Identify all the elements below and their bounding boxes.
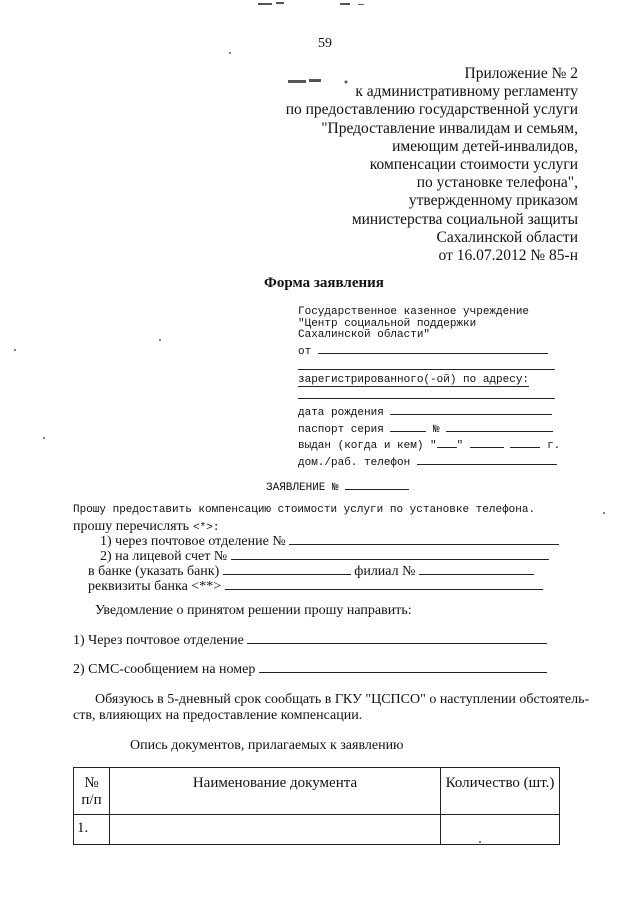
issued-year-field[interactable] (510, 436, 540, 448)
from-field[interactable] (318, 342, 548, 354)
request-line: Прошу предоставить компенсацию стоимости услуги по установке телефона. (73, 504, 536, 516)
issued-year-label: г. (547, 440, 561, 453)
statement-title-text: ЗАЯВЛЕНИЕ № (266, 482, 339, 494)
issued-label: выдан (когда и кем) " (298, 440, 437, 453)
notify-post-field[interactable] (247, 632, 547, 644)
appendix-line: Приложение № 2 (464, 65, 578, 82)
bank-label: в банке (указать банк) (88, 564, 220, 579)
appendix-line: "Предоставление инвалидам и семьям, (321, 119, 578, 137)
birth-date-field[interactable] (390, 403, 552, 415)
bank-field[interactable] (223, 563, 351, 575)
col-number-header (74, 768, 110, 815)
passport-number-sign: № (433, 423, 440, 436)
notify-post (73, 632, 547, 649)
inventory-title: Опись документов, прилагаемых к заявлению (130, 738, 404, 753)
row-number-cell (74, 815, 110, 845)
birth-date-label: дата рождения (298, 407, 384, 420)
issued-quote: " (456, 440, 464, 453)
statement-number-field[interactable] (345, 478, 409, 490)
institution-line: "Центр социальной поддержки (298, 317, 477, 330)
institution-line: Государственное казенное учреждение (298, 306, 530, 318)
col-qty-header-text: Количество (шт.) (445, 775, 555, 791)
passport-series-field[interactable] (390, 420, 426, 432)
post-office-field[interactable] (289, 533, 559, 545)
notify-post-label: 1) Через почтовое отделение (73, 633, 244, 648)
notify-intro: Уведомление о принятом решении прошу направить: (95, 603, 412, 618)
form-title: Форма заявления (264, 275, 384, 291)
statement-title (266, 478, 409, 494)
page-number: 59 (318, 36, 332, 51)
institution-line: Сахалинской области" (298, 329, 431, 342)
passport-number-field[interactable] (446, 420, 553, 432)
obligation-line-1: Обязуюсь в 5-дневный срок сообщать в ГКУ "ЦСПСО" о наступлении обстоятель- (95, 692, 590, 707)
col-name-header-text: Наименование документа (192, 775, 358, 791)
from-field-2[interactable] (298, 358, 555, 370)
row-qty-cell[interactable] (441, 815, 560, 845)
bank-details-field[interactable] (225, 578, 543, 590)
row-number: 1. (77, 820, 89, 836)
col-number-header-line: № (84, 775, 99, 791)
passport-series-label: паспорт серия (298, 423, 384, 436)
issued-month-field[interactable] (470, 436, 504, 448)
transfer-intro-note: <*>: (193, 522, 220, 534)
table-row (74, 815, 560, 845)
branch-label: филиал № (354, 564, 416, 579)
appendix-line: Сахалинской области (436, 228, 578, 246)
branch-field[interactable] (419, 563, 534, 575)
appendix-line: министерства социальной защиты (351, 210, 578, 228)
option-account-label: 2) на лицевой счет № (100, 549, 228, 564)
appendix-line: от 16.07.2012 № 85-н (438, 247, 578, 265)
appendix-line: компенсации стоимости услуги (369, 156, 578, 174)
col-number-header-line: п/п (81, 792, 102, 808)
bank-details-row (88, 578, 543, 595)
issued-day-field[interactable] (437, 436, 457, 448)
table-header-row (74, 768, 560, 815)
obligation-line-2: ств, влияющих на предоставление компенсации. (73, 708, 363, 723)
account-field[interactable] (231, 548, 549, 560)
row-name-cell[interactable] (110, 815, 441, 845)
notify-sms (73, 661, 547, 678)
registered-label: зарегистрированного(-ой) по адресу: (298, 373, 530, 386)
appendix-line: утвержденному приказом (408, 192, 578, 210)
notify-sms-field[interactable] (259, 661, 547, 673)
appendix-line: имеющим детей-инвалидов, (392, 137, 578, 155)
bank-details-label: реквизиты банка <**> (88, 579, 222, 594)
appendix-reference (258, 65, 578, 265)
phone-label: дом./раб. телефон (298, 456, 411, 469)
option-post-label: 1) через почтовое отделение № (100, 534, 286, 549)
from-label: от (298, 345, 312, 358)
appendix-line: к административному регламенту (355, 83, 578, 101)
address-field[interactable] (298, 387, 555, 399)
transfer-intro-text: прошу перечислять (73, 519, 190, 534)
col-qty-header (441, 768, 560, 815)
appendix-line: по установке телефона", (416, 174, 578, 192)
col-name-header (110, 768, 441, 815)
applicant-header (298, 307, 560, 470)
documents-table (73, 767, 560, 845)
notify-sms-label: 2) СМС-сообщением на номер (73, 662, 256, 677)
appendix-line: по предоставлению государственной услуги (285, 101, 578, 119)
phone-field[interactable] (417, 453, 557, 465)
